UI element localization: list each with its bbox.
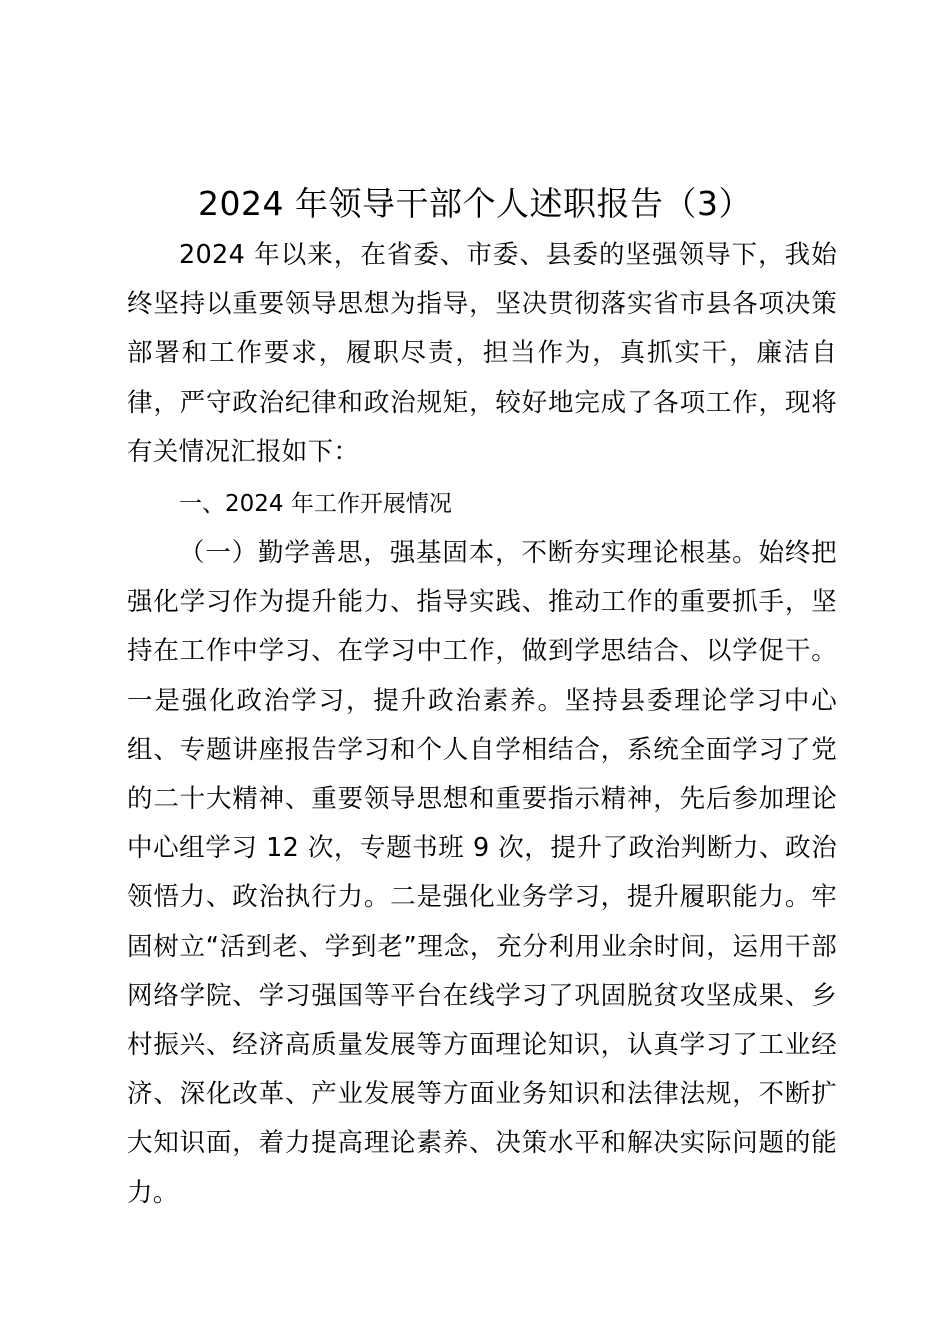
section-heading: 一、2024 年工作开展情况 bbox=[179, 491, 452, 517]
document-title: 2024 年领导干部个人述职报告（3） bbox=[198, 184, 752, 223]
section-paragraph: （一）勤学善思，强基固本，不断夯实理论根基。始终把强化学习作为提升能力、指导实践、推动工作的重要抓手，坚持在工作中学习、在学习中工作，做到学思结合、以学促干。一是强化政治学习，提升政治素养。坚持县委理论学习中心组、专题讲座报告学习和个人自学相结合，系统全面学习了党的二十大精神、重要领导思想和重要指示精神，先后参加理论中心组学习 12 次，专题书班 9 次，提升了政治判断力、政治领悟力、政治执行力。二是强化业务学习，提升履职能力。牢固树立“活到老、学到老”理念，充分利用业余时间，运用干部网络学院、学习强国等平台在线学习了巩固脱贫攻坚成果、乡村振兴、经济高质量发展等方面理论知识，认真学习了工业经济、深化改革、产业发展等方面业务知识和法律法规，不断扩大知识面，着力提高理论素养、决策水平和解决实际问题的能力。 bbox=[127, 538, 837, 1208]
intro-paragraph: 2024 年以来，在省委、市委、县委的坚强领导下，我始终坚持以重要领导思想为指导，坚决贯彻落实省市县各项决策部署和工作要求，履职尽责，担当作为，真抓实干，廉洁自律，严守政治纪律和政治规矩，较好地完成了各项工作，现将有关情况汇报如下： bbox=[127, 240, 837, 467]
